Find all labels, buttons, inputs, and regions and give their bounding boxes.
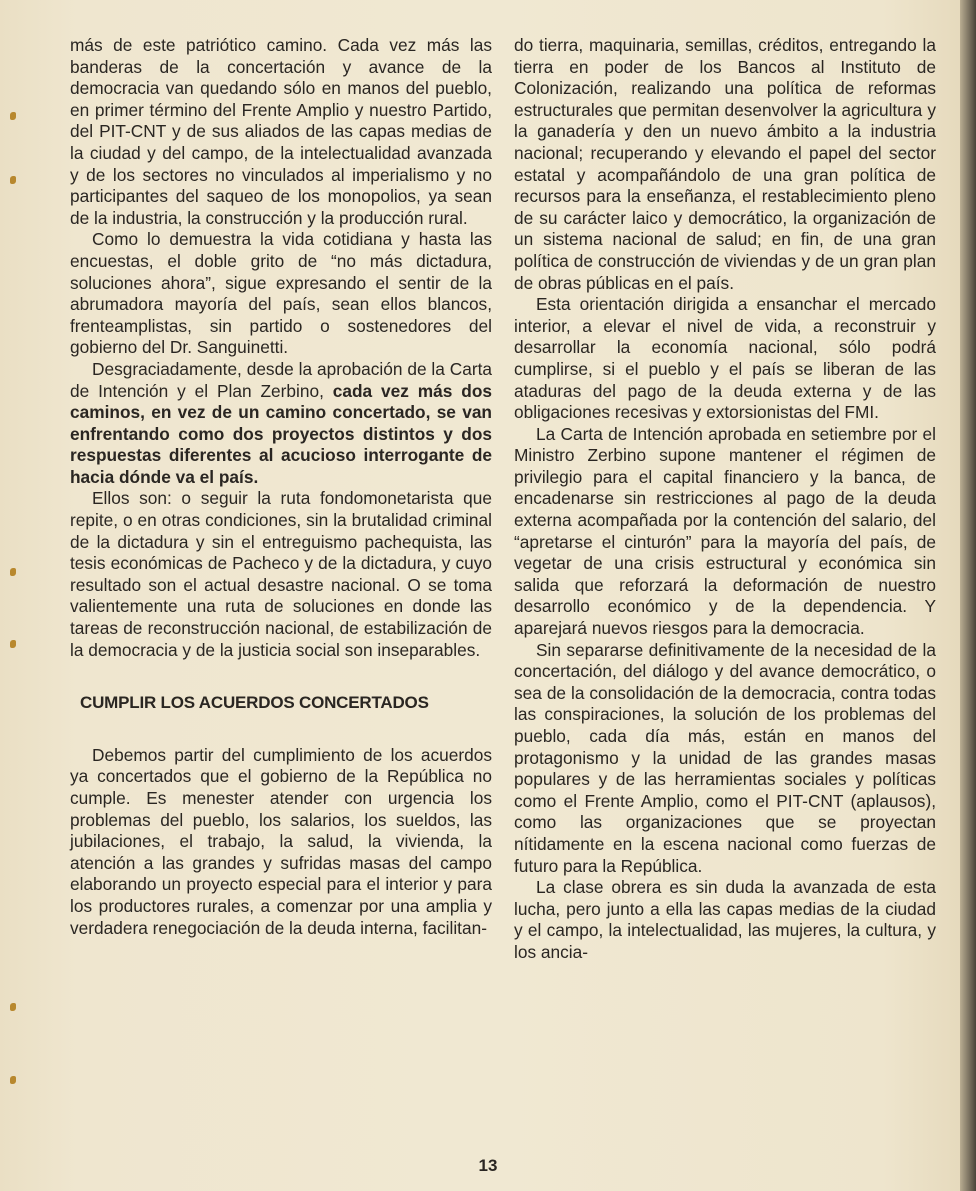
paragraph: do tierra, maquinaria, semillas, créditos, entregando la tierra en poder de los Bancos al Instituto de Colonización, realizando una política de reformas estructurales que permitan desenvolver la agricultura y la ganadería y den un nuevo ámbito a la industria nacional; recuperando y elevando el papel del sector estatal y acompañándolo de una gran política de recursos para la enseñanza, el restablecimiento pleno de su carácter laico y democrático, la organización de un sistema nacional de salud; en fin, de una gran política de construcción de viviendas y de un gran plan de obras públicas en el país. [514,35,936,293]
margin-mark [10,568,16,576]
margin-mark [10,112,16,120]
paragraph: La clase obrera es sin duda la avanzada de esta lucha, pero junto a ella las capas medias de la ciudad y el campo, la intelectualidad, las mujeres, la cultura, y los ancia- [514,877,936,962]
paragraph: Esta orientación dirigida a ensanchar el mercado interior, a elevar el nivel de vida, a reconstruir y desarrollar la economía nacional, sólo podrá cumplirse, si el pueblo y el país se liberan de las ataduras del pago de la deuda externa y de las obligaciones recesivas y extorsionistas del FMI. [514,294,936,423]
left-column [70,35,492,939]
paragraph-lead: Desgraciadamente, desde la aprobación de la Carta de Intención y el Plan Zerbino, [70,358,492,401]
paragraph: Como lo demuestra la vida cotidiana y hasta las encuestas, el doble grito de “no más dictadura, soluciones ahora”, sigue expresando el sentir de la abrumadora mayoría del país, sean ellos blancos, frenteamplistas, sin partido o sostenedores del gobierno del Dr. Sanguinetti. [70,229,492,358]
right-column [514,35,936,964]
paragraph: Ellos son: o seguir la ruta fondomonetarista que repite, o en otras condiciones, sin la brutalidad criminal de la dictadura y sin el entreguismo pachequista, las tesis económicas de Pacheco y de la dictadura, y cuyo resultado son el actual desastre nacional. O se toma valientemente una ruta de soluciones en donde las tareas de reconstrucción nacional, de estabilización de la democracia y de la justicia social son inseparables. [70,488,492,660]
margin-mark [10,640,16,648]
paragraph [70,359,492,489]
page-edge [960,0,976,1191]
paragraph: más de este patriótico camino. Cada vez más las banderas de la concertación y avance de la democracia van quedando sólo en manos del pueblo, en primer término del Frente Amplio y nuestro Partido, del PIT-CNT y de sus aliados de las capas medias de la ciudad y del campo, de la intelectualidad avanzada y de los sectores no vinculados al imperialismo y no participantes del saqueo de los monopolios, ya sean de la industria, la construcción y la producción rural. [70,35,492,228]
page-number: 13 [478,1156,498,1175]
margin-mark [10,176,16,184]
paragraph: Debemos partir del cumplimiento de los acuerdos ya concertados que el gobierno de la República no cumple. Es menester atender con urgencia los problemas del pueblo, los salarios, los sueldos, las jubilaciones, el trabajo, la salud, la vivienda, la atención a las grandes y sufridas masas del campo elaborando un proyecto especial para el interior y para los productores rurales, a comenzar por una amplia y verdadera renegociación de la deuda interna, facilitan- [70,744,492,938]
margin-mark [10,1003,16,1011]
paragraph-emphasis: cada vez más dos caminos, en vez de un camino concertado, se van enfrentando como dos proyectos distintos y dos respuestas diferentes al acucioso interrogante de hacia dónde va el país. [70,380,492,487]
paragraph: Sin separarse definitivamente de la necesidad de la concertación, del diálogo y del avance democrático, o sea de la consolidación de la democracia, contra todas las conspiraciones, la solución de los problemas del pueblo, cada día más, están en manos del protagonismo y la unidad de las grandes masas populares y de las herramientas sociales y políticas como el Frente Amplio, como el PIT-CNT (aplausos), como las organizaciones que se proyectan nítidamente en la escena nacional como fuerzas de futuro para la República. [514,639,936,876]
paragraph: La Carta de Intención aprobada en setiembre por el Ministro Zerbino supone mantener el régimen de privilegio para el capital financiero y la banca, de encadenarse sin restricciones al pago de la deuda externa acompañada por la contención del salario, del “apretarse el cinturón” para la mayoría del país, de vegetar de una crisis estructural y económica sin salida que reforzará la deformación de nuestro desarrollo económico y de la dependencia. Y aparejará nuevos riesgos para la democracia. [514,423,936,639]
margin-mark [10,1076,16,1084]
section-heading: CUMPLIR LOS ACUERDOS CONCERTADOS [80,693,429,713]
